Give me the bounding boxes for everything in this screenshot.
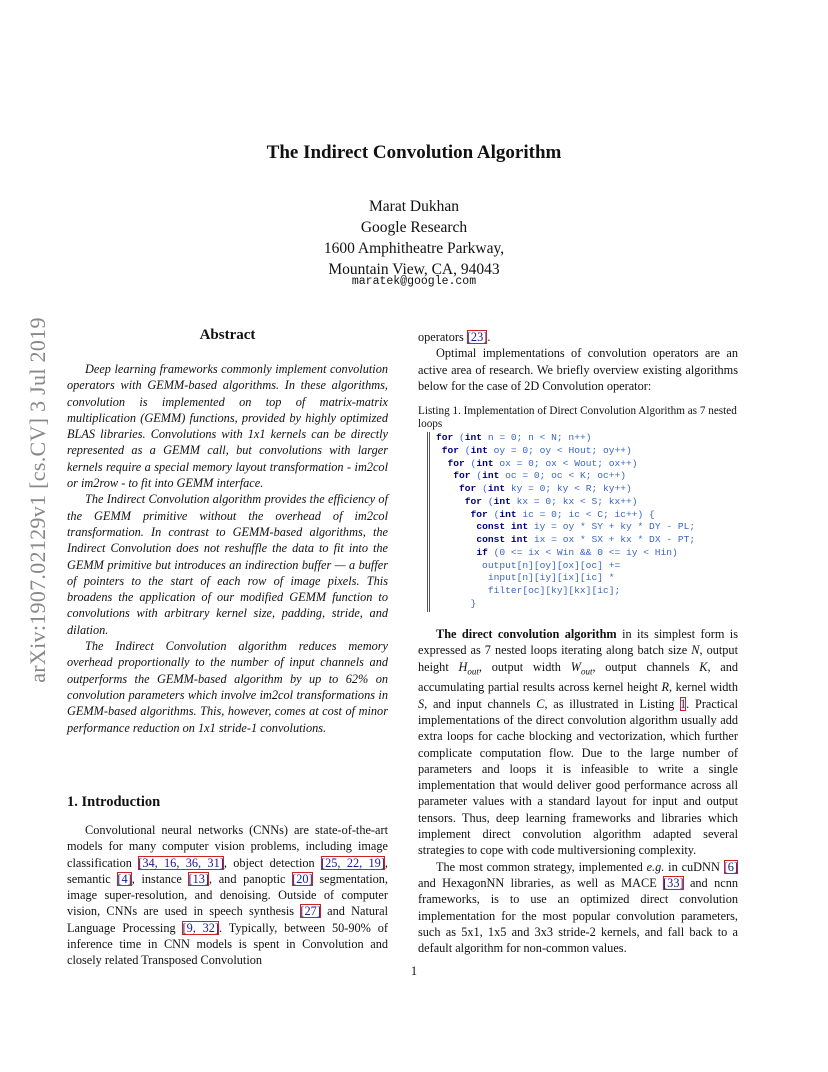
abstract-paragraph-3: The Indirect Convolution algorithm reduces memory overhead proportionally to the number of input channels and outperforms the GEMM-based algorithm by up to 62% on convolution parameters which involve im2col transformations in GEMM-based algorithms. This, however, comes at cost of minor performance reduction on 1x1 stride-1 convolutions.: [67, 639, 388, 735]
text-run: , output channels: [592, 659, 700, 674]
direct-convolution-paragraph: [418, 626, 738, 859]
citation-link[interactable]: [13]: [188, 871, 209, 886]
text-run: , as illustrated in Listing: [544, 696, 681, 711]
math-var: S: [418, 696, 425, 711]
citation-link[interactable]: [34, 16, 36, 31]: [138, 855, 224, 870]
text-run: , and accumulating partial results across kernel height: [418, 659, 739, 695]
text-run: and HexagonNN libraries, as well as MACE: [418, 875, 664, 890]
citation-link[interactable]: [25, 22, 19]: [321, 855, 385, 870]
text-run: and ncnn frameworks, is to use an optimized direct convolution implementation for the most popular convolution parameters, such as 5x1, 1x5 and 3x3 stride-2 kernels, and fall back to a default algorithm for non-common values.: [418, 875, 738, 956]
code-line: for (int oy = 0; oy < Hout; oy++): [441, 444, 632, 456]
text-run: . Practical implementations of the direct convolution algorithm usually add extra loops for cache blocking and vectorization, which further complicate computation flow. Due to the large number of parameters and loops it is infeasible to write a single implementation that would deliver good performance across all parameter values with a standard layout for input and output tensors. Thus, deep learning frameworks and libraries which implement direct convolution algorithm adapted several strategies to cope with code multiversioning complexity.: [418, 696, 738, 858]
citation-link[interactable]: [27]: [300, 904, 321, 919]
introduction-body: [67, 822, 388, 969]
text-run: , and panoptic: [208, 871, 293, 886]
emphasis: e.g.: [646, 859, 665, 874]
author-city: Mountain View, CA, 94043: [328, 261, 500, 278]
author-block: [0, 196, 828, 280]
text-run: . Typically, between 50-90% of inference time in CNN models is spent in Convolution and closely related Transposed Convolution: [67, 920, 388, 968]
code-line: for (int ky = 0; ky < R; ky++): [459, 483, 632, 494]
right-column-body: [418, 626, 738, 956]
citation-link[interactable]: [4]: [117, 871, 132, 886]
introduction-paragraph-1: [67, 822, 388, 969]
author-org: Google Research: [360, 219, 468, 236]
paper-title: The Indirect Convolution Algorithm: [266, 142, 562, 163]
code-keyword: int: [482, 470, 500, 482]
code-keyword: int: [493, 495, 511, 507]
code-line: const int ix = ox * SX + kx * DX - PT;: [476, 534, 696, 545]
author-street: 1600 Amphitheatre Parkway,: [323, 240, 505, 257]
code-line: if (0 <= ix < Win && 0 <= iy < Hin): [476, 546, 678, 558]
section-heading-introduction: 1. Introduction: [67, 794, 161, 810]
citation-link[interactable]: [20]: [292, 871, 313, 886]
text-run: in its simplest form is expressed as 7 nested loops iterating along batch size: [418, 627, 738, 658]
listing-caption: Listing 1. Implementation of Direct Convolution Algorithm as 7 nested loops: [418, 405, 737, 430]
strategy-paragraph: [418, 859, 738, 957]
code-line: for (int ic = 0; ic < C; ic++) {: [470, 508, 655, 520]
abstract-body: [67, 361, 388, 736]
math-var: $W_{out}$: [570, 659, 593, 677]
text-run: and Natural Language Processing: [67, 904, 388, 935]
code-keyword: int: [510, 521, 529, 533]
math-var: K: [699, 659, 708, 674]
overview-paragraph: Optimal implementations of convolution operators are an active area of research. We briefly overview existing algorithms below for the case of 2D Convolution operator:: [418, 346, 738, 393]
code-line: for (int ox = 0; ox < Wout; ox++): [447, 457, 638, 469]
code-listing: [427, 432, 745, 612]
page-number: 1: [410, 964, 418, 978]
code-line: for (int oc = 0; oc < K; oc++): [453, 470, 627, 482]
listing-ref-link[interactable]: 1: [680, 696, 687, 711]
text-run: , and input channels: [424, 696, 537, 711]
bold-term: The direct convolution algorithm: [436, 627, 617, 641]
code-keyword: int: [470, 444, 488, 456]
arxiv-id: arXiv:1907.02129v1 [cs.CV] 3 Jul 2019: [25, 317, 50, 683]
arxiv-stamp: [18, 300, 58, 700]
right-column-top: [418, 329, 738, 394]
abstract-paragraph-2: The Indirect Convolution algorithm provides the efficiency of the GEMM primitive without the overhead of im2col transformation. In contrast to GEMM-based algorithms, the Indirect Convolution does not reshuffle the data to fit into the GEMM primitive but introduces an indirection buffer — a buffer of pointers to the start of each row of image pixels. This broadens the application of our modified GEMM function to convolutions with arbitrary kernel size, padding, stride, and dilation.: [67, 492, 388, 637]
code-line: for (int kx = 0; kx < S; kx++): [464, 495, 638, 507]
citation-link[interactable]: [23]: [466, 330, 488, 344]
text-run: , kernel width: [669, 680, 738, 695]
text-run: , object detection: [223, 855, 322, 870]
code-keyword: const: [476, 521, 506, 533]
text-run: , instance: [131, 871, 189, 886]
author-email[interactable]: maratek@google.com: [351, 275, 477, 288]
code-keyword: int: [487, 483, 506, 494]
abstract-heading: Abstract: [199, 327, 256, 343]
math-var: $H_{out}$: [458, 659, 479, 677]
code-keyword: for: [464, 495, 483, 507]
author-name: Marat Dukhan: [369, 198, 459, 215]
text-run: , output width: [478, 659, 571, 674]
code-keyword: for: [470, 508, 488, 520]
text-run: segmentation, image super-resolution, and denoising. Outside of computer vision, CNNs are used in speech synthesis: [67, 871, 389, 919]
text-run: .: [487, 330, 491, 344]
operators-line: [418, 329, 738, 345]
text-run: Convolutional neural networks (CNNs) are state-of-the-art models for many computer vision problems, including image classification: [67, 823, 388, 870]
code-line: output[n][oy][ox][oc] +=: [436, 559, 621, 571]
code-keyword: int: [510, 534, 529, 545]
code-keyword: for: [441, 444, 460, 456]
text-run: , output height: [418, 643, 739, 674]
code-keyword: for: [459, 483, 477, 494]
code-keyword: for: [453, 470, 471, 482]
code-keyword: for: [436, 432, 454, 443]
code-line: }: [436, 597, 477, 609]
code-line: for (int n = 0; n < N; n++): [436, 432, 592, 443]
math-subscript: out: [580, 666, 593, 677]
citation-link[interactable]: [33]: [663, 875, 684, 890]
math-var: C: [536, 696, 545, 711]
code-keyword: int: [464, 432, 483, 443]
citation-link[interactable]: [9, 32]: [182, 920, 220, 935]
code-keyword: int: [499, 508, 517, 520]
code-keyword: if: [476, 546, 488, 558]
text-run: operators: [418, 330, 467, 344]
math-var: N: [691, 643, 700, 658]
code-line: filter[oc][ky][kx][ic];: [436, 585, 621, 596]
code-keyword: int: [476, 457, 494, 469]
text-run: , semantic: [67, 855, 388, 886]
code-line: const int iy = oy * SY + ky * DY - PL;: [476, 521, 696, 533]
code-keyword: const: [476, 534, 506, 545]
text-run: The most common strategy, implemented: [436, 859, 647, 874]
code-line: input[n][iy][ix][ic] *: [436, 572, 615, 584]
math-subscript: out: [467, 666, 479, 677]
text-run: in cuDNN: [664, 859, 724, 874]
code-keyword: for: [447, 457, 465, 469]
citation-link[interactable]: [6]: [723, 859, 738, 874]
math-var: R: [661, 680, 669, 695]
abstract-paragraph-1: Deep learning frameworks commonly implement convolution operators with GEMM-based algorithms. In these algorithms, convolution is implemented on top of matrix-matrix multiplication (GEMM) functions, provided by highly optimized BLAS libraries. Convolutions with 1x1 kernels can be directly represented as a GEMM call, but convolutions with larger kernels require a special memory layout transformation - im2col or im2row - to fit into GEMM interface.: [67, 362, 388, 491]
